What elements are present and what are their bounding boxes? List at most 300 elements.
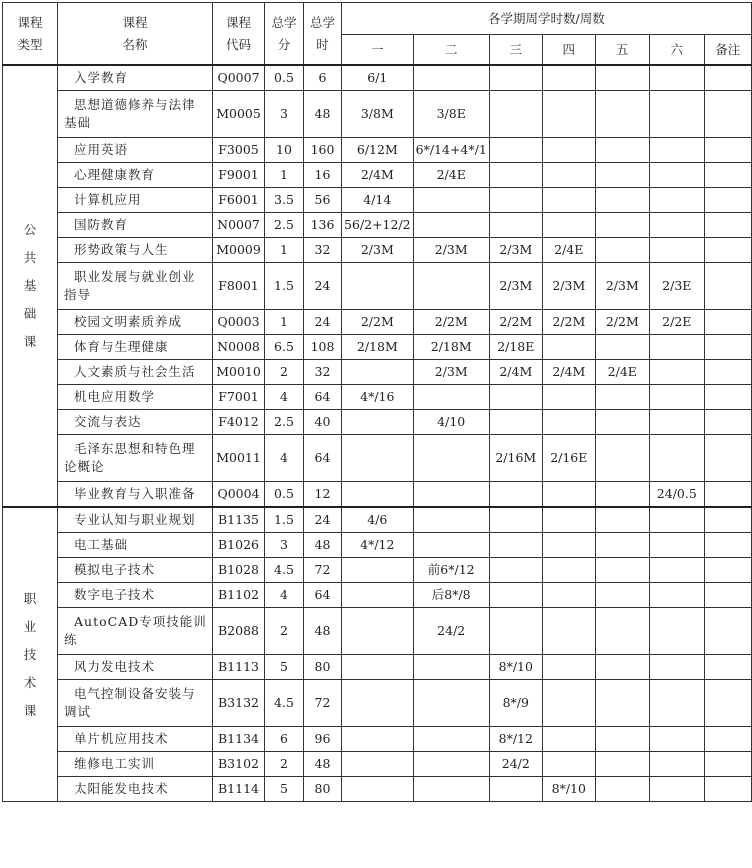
semester-2-cell: 前6*/12 (413, 558, 489, 583)
semester-4-cell (542, 608, 595, 655)
semester-6-cell (649, 385, 704, 410)
remarks-cell (704, 727, 751, 752)
semester-2-cell (413, 727, 489, 752)
semester-5-cell: 2/2M (595, 310, 649, 335)
semester-3-cell (489, 213, 542, 238)
table-row (3, 163, 752, 188)
table-row (3, 335, 752, 360)
course-hours-cell: 24 (304, 310, 342, 335)
semester-5-cell (595, 752, 649, 777)
semester-1-cell (342, 655, 414, 680)
semester-1-cell (342, 727, 414, 752)
semester-6-cell (649, 507, 704, 533)
course-credit-cell: 4.5 (265, 558, 304, 583)
course-name-cell: 毕业教育与入职准备 (58, 482, 213, 508)
table-row (3, 777, 752, 802)
semester-6-cell (649, 533, 704, 558)
header-semester-3: 三 (489, 35, 542, 66)
semester-5-cell (595, 410, 649, 435)
semester-4-cell (542, 65, 595, 91)
semester-2-cell (413, 777, 489, 802)
semester-6-cell (649, 680, 704, 727)
semester-3-cell (489, 385, 542, 410)
course-credit-cell: 4 (265, 385, 304, 410)
course-credit-cell: 3 (265, 91, 304, 138)
semester-6-cell (649, 608, 704, 655)
course-hours-cell: 80 (304, 655, 342, 680)
semester-6-cell (649, 583, 704, 608)
semester-6-cell (649, 163, 704, 188)
course-hours-cell: 72 (304, 558, 342, 583)
course-name-cell: 形势政策与人生 (58, 238, 213, 263)
semester-5-cell (595, 680, 649, 727)
semester-5-cell (595, 482, 649, 508)
remarks-cell (704, 138, 751, 163)
semester-6-cell (649, 558, 704, 583)
course-hours-cell: 96 (304, 727, 342, 752)
course-name-cell: 思想道德修养与法律 基础 (58, 91, 213, 138)
header-course-type: 课程 类型 (3, 3, 58, 66)
remarks-cell (704, 163, 751, 188)
semester-4-cell (542, 507, 595, 533)
header-course-name: 课程 名称 (58, 3, 213, 66)
course-code-cell: B1102 (213, 583, 265, 608)
course-hours-cell: 40 (304, 410, 342, 435)
remarks-cell (704, 410, 751, 435)
course-name-cell: 应用英语 (58, 138, 213, 163)
semester-1-cell (342, 608, 414, 655)
table-row (3, 680, 752, 727)
remarks-cell (704, 213, 751, 238)
semester-3-cell (489, 608, 542, 655)
semester-6-cell: 24/0.5 (649, 482, 704, 508)
course-credit-cell: 1.5 (265, 507, 304, 533)
table-row (3, 385, 752, 410)
semester-4-cell: 2/4M (542, 360, 595, 385)
course-code-cell: B1026 (213, 533, 265, 558)
header-total-credits: 总学 分 (265, 3, 304, 66)
course-code-cell: F4012 (213, 410, 265, 435)
semester-5-cell (595, 188, 649, 213)
table-row (3, 65, 752, 91)
semester-6-cell (649, 727, 704, 752)
header-semester-4: 四 (542, 35, 595, 66)
semester-1-cell: 56/2+12/2 (342, 213, 414, 238)
semester-2-cell: 2/3M (413, 360, 489, 385)
course-name-cell: 单片机应用技术 (58, 727, 213, 752)
semester-3-cell (489, 188, 542, 213)
semester-2-cell: 2/4E (413, 163, 489, 188)
semester-4-cell (542, 727, 595, 752)
course-credit-cell: 0.5 (265, 482, 304, 508)
semester-3-cell (489, 410, 542, 435)
course-name-cell: 国防教育 (58, 213, 213, 238)
semester-3-cell: 2/16M (489, 435, 542, 482)
course-credit-cell: 1 (265, 310, 304, 335)
semester-5-cell (595, 65, 649, 91)
semester-4-cell (542, 410, 595, 435)
course-code-cell: F8001 (213, 263, 265, 310)
course-code-cell: B3132 (213, 680, 265, 727)
course-code-cell: Q0007 (213, 65, 265, 91)
course-hours-cell: 32 (304, 238, 342, 263)
header-row (3, 3, 752, 35)
course-credit-cell: 2 (265, 608, 304, 655)
semester-1-cell (342, 752, 414, 777)
semester-2-cell (413, 213, 489, 238)
remarks-cell (704, 533, 751, 558)
course-code-cell: M0010 (213, 360, 265, 385)
course-credit-cell: 2.5 (265, 410, 304, 435)
semester-1-cell (342, 558, 414, 583)
table-row (3, 360, 752, 385)
course-code-cell: F3005 (213, 138, 265, 163)
remarks-cell (704, 335, 751, 360)
semester-1-cell (342, 680, 414, 727)
course-name-cell: 入学教育 (58, 65, 213, 91)
remarks-cell (704, 777, 751, 802)
semester-1-cell (342, 482, 414, 508)
semester-4-cell (542, 335, 595, 360)
semester-2-cell (413, 533, 489, 558)
semester-6-cell (649, 91, 704, 138)
table-row (3, 655, 752, 680)
course-credit-cell: 1 (265, 163, 304, 188)
semester-4-cell (542, 385, 595, 410)
semester-4-cell: 8*/10 (542, 777, 595, 802)
semester-6-cell (649, 752, 704, 777)
semester-2-cell: 后8*/8 (413, 583, 489, 608)
course-name-cell: 校园文明素质养成 (58, 310, 213, 335)
course-credit-cell: 5 (265, 655, 304, 680)
course-hours-cell: 64 (304, 583, 342, 608)
semester-5-cell (595, 138, 649, 163)
course-hours-cell: 56 (304, 188, 342, 213)
semester-5-cell (595, 608, 649, 655)
course-code-cell: B1028 (213, 558, 265, 583)
table-row (3, 138, 752, 163)
semester-1-cell (342, 263, 414, 310)
curriculum-table (2, 2, 752, 802)
course-name-cell: 维修电工实训 (58, 752, 213, 777)
table-row (3, 310, 752, 335)
semester-5-cell (595, 727, 649, 752)
semester-4-cell (542, 138, 595, 163)
course-name-cell: 机电应用数学 (58, 385, 213, 410)
course-name-cell: 数字电子技术 (58, 583, 213, 608)
semester-4-cell: 2/2M (542, 310, 595, 335)
semester-5-cell (595, 777, 649, 802)
semester-6-cell: 2/3E (649, 263, 704, 310)
semester-1-cell: 3/8M (342, 91, 414, 138)
semester-6-cell (649, 410, 704, 435)
course-code-cell: M0005 (213, 91, 265, 138)
semester-4-cell (542, 680, 595, 727)
semester-6-cell (649, 777, 704, 802)
semester-5-cell (595, 558, 649, 583)
remarks-cell (704, 680, 751, 727)
semester-3-cell: 2/4M (489, 360, 542, 385)
semester-4-cell (542, 163, 595, 188)
semester-1-cell: 4*/12 (342, 533, 414, 558)
semester-2-cell: 4/10 (413, 410, 489, 435)
semester-2-cell: 6*/14+4*/1 (413, 138, 489, 163)
semester-3-cell (489, 583, 542, 608)
course-hours-cell: 16 (304, 163, 342, 188)
course-code-cell: F9001 (213, 163, 265, 188)
remarks-cell (704, 385, 751, 410)
semester-1-cell: 6/1 (342, 65, 414, 91)
course-code-cell: B1114 (213, 777, 265, 802)
semester-2-cell: 24/2 (413, 608, 489, 655)
course-name-cell: 专业认知与职业规划 (58, 507, 213, 533)
semester-2-cell (413, 655, 489, 680)
semester-2-cell (413, 680, 489, 727)
table-row (3, 533, 752, 558)
course-credit-cell: 4 (265, 583, 304, 608)
course-code-cell: B1134 (213, 727, 265, 752)
course-hours-cell: 108 (304, 335, 342, 360)
table-row (3, 583, 752, 608)
course-code-cell: B3102 (213, 752, 265, 777)
course-code-cell: N0008 (213, 335, 265, 360)
semester-1-cell: 4*/16 (342, 385, 414, 410)
header-semester-1: 一 (342, 35, 414, 66)
semester-5-cell (595, 335, 649, 360)
table-row (3, 91, 752, 138)
course-credit-cell: 2 (265, 752, 304, 777)
remarks-cell (704, 507, 751, 533)
semester-4-cell (542, 482, 595, 508)
remarks-cell (704, 263, 751, 310)
remarks-cell (704, 238, 751, 263)
course-code-cell: B1135 (213, 507, 265, 533)
semester-1-cell (342, 410, 414, 435)
semester-1-cell: 2/4M (342, 163, 414, 188)
semester-6-cell (649, 435, 704, 482)
course-code-cell: Q0004 (213, 482, 265, 508)
semester-2-cell (413, 188, 489, 213)
semester-5-cell (595, 655, 649, 680)
remarks-cell (704, 558, 751, 583)
semester-4-cell (542, 213, 595, 238)
semester-2-cell: 2/18M (413, 335, 489, 360)
semester-2-cell (413, 752, 489, 777)
course-hours-cell: 160 (304, 138, 342, 163)
course-name-cell: AutoCAD专项技能训 练 (58, 608, 213, 655)
semester-2-cell (413, 507, 489, 533)
header-remarks: 备注 (704, 35, 751, 66)
table-row (3, 435, 752, 482)
course-credit-cell: 2 (265, 360, 304, 385)
semester-3-cell: 24/2 (489, 752, 542, 777)
semester-3-cell (489, 163, 542, 188)
course-hours-cell: 48 (304, 608, 342, 655)
course-credit-cell: 10 (265, 138, 304, 163)
course-name-cell: 心理健康教育 (58, 163, 213, 188)
semester-5-cell: 2/3M (595, 263, 649, 310)
course-credit-cell: 1.5 (265, 263, 304, 310)
remarks-cell (704, 65, 751, 91)
semester-6-cell (649, 335, 704, 360)
semester-2-cell (413, 435, 489, 482)
semester-5-cell (595, 533, 649, 558)
semester-4-cell (542, 533, 595, 558)
course-code-cell: B1113 (213, 655, 265, 680)
course-name-cell: 体育与生理健康 (58, 335, 213, 360)
course-hours-cell: 32 (304, 360, 342, 385)
semester-5-cell (595, 91, 649, 138)
semester-2-cell (413, 385, 489, 410)
semester-3-cell (489, 91, 542, 138)
course-credit-cell: 6.5 (265, 335, 304, 360)
table-row (3, 188, 752, 213)
remarks-cell (704, 435, 751, 482)
course-code-cell: B2088 (213, 608, 265, 655)
semester-6-cell (649, 213, 704, 238)
table-row (3, 558, 752, 583)
semester-3-cell (489, 777, 542, 802)
semester-4-cell (542, 655, 595, 680)
course-name-cell: 职业发展与就业创业 指导 (58, 263, 213, 310)
semester-3-cell: 8*/10 (489, 655, 542, 680)
curriculum-table-container (2, 2, 752, 802)
semester-2-cell (413, 65, 489, 91)
semester-3-cell (489, 482, 542, 508)
semester-3-cell (489, 533, 542, 558)
remarks-cell (704, 608, 751, 655)
semester-6-cell: 2/2E (649, 310, 704, 335)
semester-1-cell (342, 360, 414, 385)
course-name-cell: 太阳能发电技术 (58, 777, 213, 802)
semester-2-cell (413, 482, 489, 508)
semester-4-cell: 2/3M (542, 263, 595, 310)
course-hours-cell: 48 (304, 91, 342, 138)
semester-6-cell (649, 238, 704, 263)
semester-1-cell: 2/18M (342, 335, 414, 360)
semester-3-cell (489, 65, 542, 91)
course-name-cell: 交流与表达 (58, 410, 213, 435)
semester-4-cell: 2/4E (542, 238, 595, 263)
semester-1-cell: 4/14 (342, 188, 414, 213)
semester-1-cell: 4/6 (342, 507, 414, 533)
table-row (3, 213, 752, 238)
course-type-cell: 职 业 技 术 课 (3, 507, 58, 802)
course-hours-cell: 48 (304, 752, 342, 777)
semester-1-cell (342, 777, 414, 802)
semester-3-cell (489, 558, 542, 583)
semester-4-cell (542, 91, 595, 138)
table-row (3, 238, 752, 263)
course-credit-cell: 3.5 (265, 188, 304, 213)
remarks-cell (704, 655, 751, 680)
header-semester-5: 五 (595, 35, 649, 66)
semester-4-cell (542, 583, 595, 608)
semester-6-cell (649, 65, 704, 91)
semester-5-cell (595, 238, 649, 263)
course-hours-cell: 24 (304, 507, 342, 533)
semester-5-cell (595, 163, 649, 188)
semester-3-cell: 8*/9 (489, 680, 542, 727)
semester-6-cell (649, 360, 704, 385)
course-credit-cell: 3 (265, 533, 304, 558)
table-row (3, 410, 752, 435)
header-semester-group: 各学期周学时数/周数 (342, 3, 752, 35)
table-row (3, 482, 752, 508)
semester-3-cell (489, 138, 542, 163)
remarks-cell (704, 91, 751, 138)
course-name-cell: 计算机应用 (58, 188, 213, 213)
semester-5-cell (595, 213, 649, 238)
semester-3-cell (489, 507, 542, 533)
course-code-cell: Q0003 (213, 310, 265, 335)
course-name-cell: 人文素质与社会生活 (58, 360, 213, 385)
header-course-code: 课程 代码 (213, 3, 265, 66)
course-name-cell: 电工基础 (58, 533, 213, 558)
course-credit-cell: 2.5 (265, 213, 304, 238)
semester-1-cell: 2/2M (342, 310, 414, 335)
remarks-cell (704, 310, 751, 335)
course-code-cell: F6001 (213, 188, 265, 213)
semester-6-cell (649, 655, 704, 680)
semester-5-cell (595, 507, 649, 533)
course-credit-cell: 6 (265, 727, 304, 752)
semester-1-cell: 2/3M (342, 238, 414, 263)
semester-2-cell: 2/2M (413, 310, 489, 335)
course-code-cell: M0011 (213, 435, 265, 482)
course-hours-cell: 80 (304, 777, 342, 802)
header-semester-2: 二 (413, 35, 489, 66)
course-code-cell: M0009 (213, 238, 265, 263)
course-credit-cell: 0.5 (265, 65, 304, 91)
course-credit-cell: 1 (265, 238, 304, 263)
semester-2-cell: 3/8E (413, 91, 489, 138)
course-hours-cell: 6 (304, 65, 342, 91)
course-credit-cell: 5 (265, 777, 304, 802)
course-hours-cell: 24 (304, 263, 342, 310)
semester-6-cell (649, 188, 704, 213)
course-hours-cell: 48 (304, 533, 342, 558)
semester-3-cell: 2/3M (489, 238, 542, 263)
header-semester-6: 六 (649, 35, 704, 66)
remarks-cell (704, 188, 751, 213)
course-hours-cell: 72 (304, 680, 342, 727)
semester-4-cell (542, 558, 595, 583)
semester-2-cell: 2/3M (413, 238, 489, 263)
remarks-cell (704, 752, 751, 777)
course-code-cell: N0007 (213, 213, 265, 238)
semester-1-cell: 6/12M (342, 138, 414, 163)
course-name-cell: 毛泽东思想和特色理 论概论 (58, 435, 213, 482)
course-type-cell: 公 共 基 础 课 (3, 65, 58, 507)
semester-3-cell: 2/3M (489, 263, 542, 310)
semester-2-cell (413, 263, 489, 310)
table-row (3, 608, 752, 655)
table-row (3, 263, 752, 310)
semester-5-cell (595, 583, 649, 608)
semester-3-cell: 2/2M (489, 310, 542, 335)
semester-4-cell (542, 752, 595, 777)
table-row (3, 752, 752, 777)
semester-4-cell (542, 188, 595, 213)
table-row (3, 507, 752, 533)
semester-3-cell: 8*/12 (489, 727, 542, 752)
semester-4-cell: 2/16E (542, 435, 595, 482)
semester-6-cell (649, 138, 704, 163)
course-code-cell: F7001 (213, 385, 265, 410)
course-name-cell: 电气控制设备安装与 调试 (58, 680, 213, 727)
remarks-cell (704, 583, 751, 608)
